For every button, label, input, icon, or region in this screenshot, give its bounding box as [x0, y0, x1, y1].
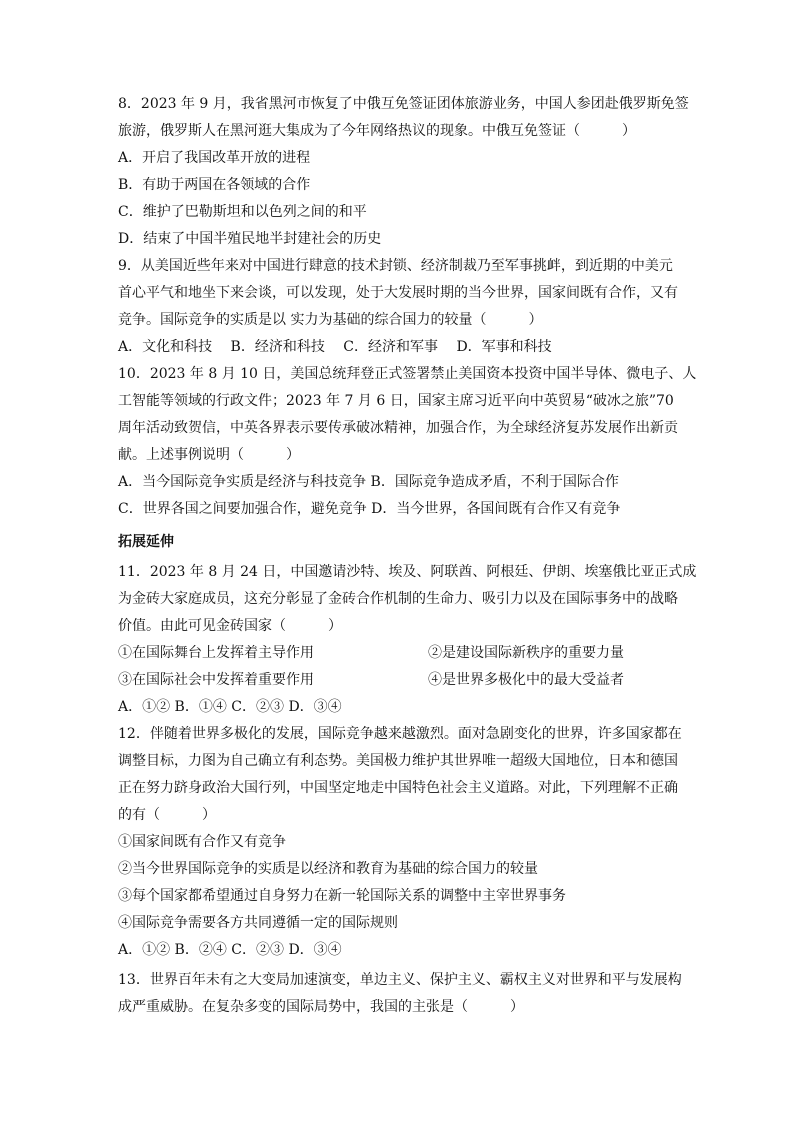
question-10-line-4: 献。上述事例说明（ ） — [118, 447, 300, 463]
question-11-statement-2: ②是建设国际新秩序的重要力量 — [428, 645, 624, 661]
question-11-options: A．①② B．①④ C．②③ D．③④ — [118, 699, 342, 715]
section-heading-text: 拓展延伸 — [118, 534, 174, 550]
question-12-options: A．①② B．②④ C．②③ D．③④ — [118, 942, 342, 958]
question-8-option-a: A．开启了我国改革开放的进程 — [118, 150, 311, 166]
question-9-line-2: 首心平气和地坐下来会谈，可以发现，处于大发展时期的当今世界，国家间既有合作，又有 — [118, 285, 678, 301]
question-11-statement-1: ①在国际舞台上发挥着主导作用 — [118, 645, 314, 661]
question-10-options-ab: A．当今国际竞争实质是经济与科技竞争 B．国际竞争造成矛盾，不利于国际合作 — [118, 474, 619, 490]
question-8-line-1: 8．2023 年 9 月，我省黑河市恢复了中俄互免签证团体旅游业务，中国人参团赴俄罗斯免签 — [118, 96, 689, 112]
question-12-statement-4: ④国际竞争需要各方共同遵循一定的国际规则 — [118, 915, 398, 931]
question-9 — [118, 253, 688, 361]
question-12-line-1: 12．伴随着世界多极化的发展，国际竞争越来越激烈。面对急剧变化的世界，许多国家都在 — [118, 726, 682, 742]
question-10-line-3: 周年活动致贺信，中英各界表示要传承破冰精神，加强合作，为全球经济复苏发展作出新贡 — [118, 420, 678, 436]
question-11-statements-row-1 — [118, 640, 688, 667]
question-9-options: A．文化和科技 B．经济和科技 C．经济和军事 D．军事和科技 — [118, 339, 552, 355]
question-12-statement-1: ①国家间既有合作又有竞争 — [118, 834, 286, 850]
question-13-line-2: 成严重威胁。在复杂多变的国际局势中，我国的主张是（ ） — [118, 999, 524, 1015]
question-12-line-3: 正在努力跻身政治大国行列，中国坚定地走中国特色社会主义道路。对此，下列理解不正确 — [118, 780, 678, 796]
question-8-option-d: D．结束了中国半殖民地半封建社会的历史 — [118, 231, 382, 247]
question-12 — [118, 721, 688, 964]
question-11-statements-row-2 — [118, 667, 688, 694]
question-12-line-2: 调整目标，力图为自己确立有利态势。美国极力维护其世界唯一超级大国地位，日本和德国 — [118, 753, 678, 769]
question-11-line-2: 为金砖大家庭成员，这充分彰显了金砖合作机制的生命力、吸引力以及在国际事务中的战略 — [118, 591, 678, 607]
question-10-line-2: 工智能等领域的行政文件；2023 年 7 月 6 日，国家主席习近平向中英贸易“破冰之旅”70 — [118, 393, 674, 409]
question-8 — [118, 91, 688, 253]
question-9-line-1: 9．从美国近些年来对中国进行肆意的技术封锁、经济制裁乃至军事挑衅，到近期的中美元 — [118, 258, 673, 274]
question-8-option-c: C．维护了巴勒斯坦和以色列之间的和平 — [118, 204, 367, 220]
section-heading — [118, 529, 688, 556]
question-12-line-4: 的有（ ） — [118, 807, 216, 823]
question-11-statement-4: ④是世界多极化中的最大受益者 — [428, 672, 624, 688]
question-12-statement-2: ②当今世界国际竞争的实质是以经济和教育为基础的综合国力的较量 — [118, 861, 538, 877]
question-10-options-cd: C．世界各国之间要加强合作，避免竞争 D．当今世界，各国间既有合作又有竞争 — [118, 501, 621, 517]
question-13 — [118, 967, 688, 1021]
question-9-line-3: 竞争。国际竞争的实质是以 实力为基础的综合国力的较量（ ） — [118, 312, 543, 328]
question-10-line-1: 10．2023 年 8 月 10 日，美国总统拜登正式签署禁止美国资本投资中国半导体、微电子、人 — [118, 366, 697, 382]
question-8-option-b: B．有助于两国在各领域的合作 — [118, 177, 311, 193]
question-13-line-1: 13．世界百年未有之大变局加速演变，单边主义、保护主义、霸权主义对世界和平与发展构 — [118, 972, 682, 988]
question-11-line-3: 价值。由此可见金砖国家（ ） — [118, 618, 342, 634]
question-10 — [118, 361, 697, 523]
question-12-statement-3: ③每个国家都希望通过自身努力在新一轮国际关系的调整中主宰世界事务 — [118, 888, 566, 904]
question-8-line-2: 旅游，俄罗斯人在黑河逛大集成为了今年网络热议的现象。中俄互免签证（ ） — [118, 123, 636, 139]
question-11-statement-3: ③在国际社会中发挥着重要作用 — [118, 672, 314, 688]
question-11-line-1: 11．2023 年 8 月 24 日，中国邀请沙特、埃及、阿联酋、阿根廷、伊朗、埃塞俄比亚正式成 — [118, 564, 697, 580]
question-11 — [118, 559, 697, 721]
